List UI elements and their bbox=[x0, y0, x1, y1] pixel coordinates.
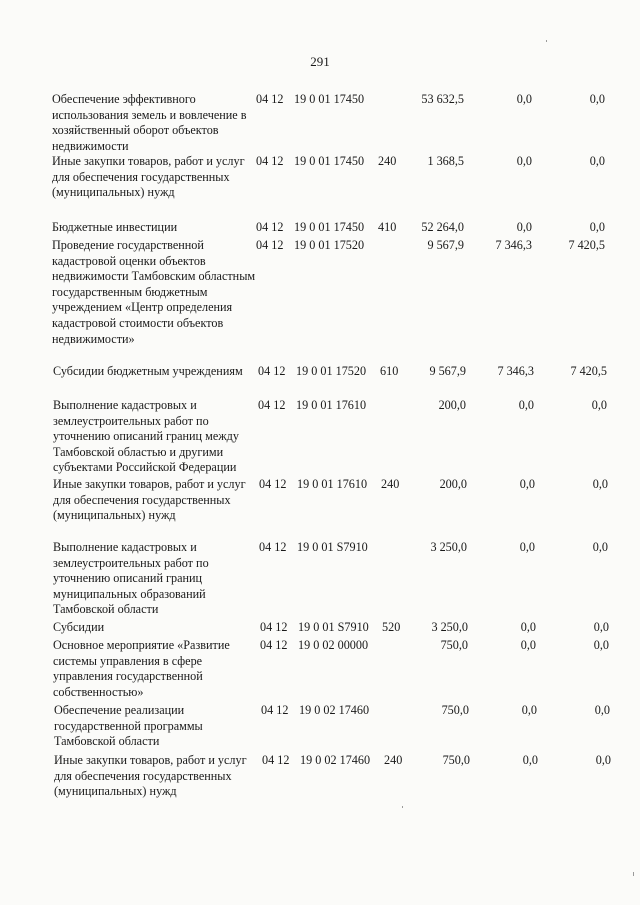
row-value-3: 0,0 bbox=[595, 753, 611, 767]
row-section: 04 12 bbox=[256, 238, 284, 252]
row-value-2: 0,0 bbox=[516, 92, 532, 106]
row-article: 19 0 01 17520 bbox=[296, 364, 367, 378]
scan-speck bbox=[633, 872, 634, 876]
row-name: Иные закупки товаров, работ и услуг для обеспечения государственных (муниципальных) нужд bbox=[52, 154, 245, 200]
row-value-3: 0,0 bbox=[589, 154, 605, 168]
row-article: 19 0 01 17450 bbox=[294, 154, 365, 168]
scan-speck bbox=[402, 806, 403, 808]
row-name: Субсидии bbox=[53, 620, 105, 634]
row-value-2: 0,0 bbox=[522, 753, 538, 767]
row-value-3: 7 420,5 bbox=[570, 364, 607, 378]
row-article: 19 0 01 17610 bbox=[297, 477, 368, 491]
row-value-2: 0,0 bbox=[519, 540, 535, 554]
row-name: Проведение государственной кадастровой оценки объектов недвижимости Тамбовским областным государственным бюджетным учреждением «Центр определения кадастровой стоимости объектов недвижимости» bbox=[52, 238, 256, 346]
row-expense-type: 240 bbox=[384, 753, 403, 767]
row-value-3: 0,0 bbox=[589, 92, 605, 106]
row-name: Иные закупки товаров, работ и услуг для обеспечения государственных (муниципальных) нужд bbox=[54, 753, 247, 799]
row-article: 19 0 01 17610 bbox=[296, 398, 367, 412]
row-section: 04 12 bbox=[262, 753, 290, 767]
row-article: 19 0 02 00000 bbox=[298, 638, 369, 652]
row-article: 19 0 01 S7910 bbox=[298, 620, 369, 634]
row-expense-type: 410 bbox=[378, 220, 397, 234]
row-section: 04 12 bbox=[258, 398, 286, 412]
row-section: 04 12 bbox=[256, 220, 284, 234]
row-name: Выполнение кадастровых и землеустроительных работ по уточнению описаний границ муниципальных образований Тамбовской области bbox=[53, 540, 209, 617]
row-name: Иные закупки товаров, работ и услуг для обеспечения государственных (муниципальных) нужд bbox=[53, 477, 246, 523]
row-article: 19 0 02 17460 bbox=[300, 753, 371, 767]
row-section: 04 12 bbox=[261, 703, 289, 717]
row-value-1: 750,0 bbox=[442, 753, 470, 767]
row-value-3: 0,0 bbox=[592, 540, 608, 554]
row-name: Субсидии бюджетным учреждениям bbox=[53, 364, 243, 378]
row-name: Выполнение кадастровых и землеустроительных работ по уточнению описаний границ между Тамбовской областью и другими субъектами Российской Федерации bbox=[53, 398, 239, 475]
row-value-3: 0,0 bbox=[589, 220, 605, 234]
row-section: 04 12 bbox=[259, 477, 287, 491]
row-value-3: 0,0 bbox=[592, 477, 608, 491]
row-article: 19 0 02 17460 bbox=[299, 703, 370, 717]
row-section: 04 12 bbox=[260, 638, 288, 652]
row-article: 19 0 01 17450 bbox=[294, 220, 365, 234]
row-value-3: 0,0 bbox=[593, 620, 609, 634]
row-name: Обеспечение реализации государственной программы Тамбовской области bbox=[54, 703, 203, 749]
row-name: Бюджетные инвестиции bbox=[52, 220, 178, 234]
row-section: 04 12 bbox=[260, 620, 288, 634]
row-value-2: 7 346,3 bbox=[495, 238, 532, 252]
row-value-2: 0,0 bbox=[521, 703, 537, 717]
row-value-1: 53 632,5 bbox=[421, 92, 464, 106]
row-value-1: 3 250,0 bbox=[430, 540, 467, 554]
row-article: 19 0 01 17520 bbox=[294, 238, 365, 252]
row-value-1: 200,0 bbox=[438, 398, 466, 412]
row-value-1: 3 250,0 bbox=[431, 620, 468, 634]
row-value-1: 52 264,0 bbox=[421, 220, 464, 234]
row-value-1: 1 368,5 bbox=[427, 154, 464, 168]
row-value-3: 0,0 bbox=[593, 638, 609, 652]
row-value-2: 0,0 bbox=[519, 477, 535, 491]
row-value-3: 0,0 bbox=[594, 703, 610, 717]
row-value-2: 0,0 bbox=[516, 220, 532, 234]
row-expense-type: 610 bbox=[380, 364, 399, 378]
scan-speck bbox=[546, 40, 547, 42]
row-article: 19 0 01 17450 bbox=[294, 92, 365, 106]
row-value-2: 7 346,3 bbox=[497, 364, 534, 378]
row-value-1: 9 567,9 bbox=[427, 238, 464, 252]
row-expense-type: 240 bbox=[378, 154, 397, 168]
row-name: Основное мероприятие «Развитие системы управления в сфере управления государственной собственностью» bbox=[53, 638, 230, 699]
row-value-2: 0,0 bbox=[516, 154, 532, 168]
row-value-3: 0,0 bbox=[591, 398, 607, 412]
row-value-2: 0,0 bbox=[520, 620, 536, 634]
row-section: 04 12 bbox=[258, 364, 286, 378]
row-expense-type: 520 bbox=[382, 620, 401, 634]
row-value-1: 9 567,9 bbox=[429, 364, 466, 378]
row-value-2: 0,0 bbox=[520, 638, 536, 652]
row-article: 19 0 01 S7910 bbox=[297, 540, 368, 554]
row-section: 04 12 bbox=[256, 92, 284, 106]
row-name: Обеспечение эффективного использования земель и вовлечение в хозяйственный оборот объектов недвижимости bbox=[52, 92, 247, 153]
row-value-1: 750,0 bbox=[440, 638, 468, 652]
row-value-1: 200,0 bbox=[439, 477, 467, 491]
row-value-3: 7 420,5 bbox=[568, 238, 605, 252]
row-value-2: 0,0 bbox=[518, 398, 534, 412]
row-expense-type: 240 bbox=[381, 477, 400, 491]
row-section: 04 12 bbox=[256, 154, 284, 168]
row-value-1: 750,0 bbox=[441, 703, 469, 717]
row-section: 04 12 bbox=[259, 540, 287, 554]
page-number: 291 bbox=[310, 54, 330, 69]
